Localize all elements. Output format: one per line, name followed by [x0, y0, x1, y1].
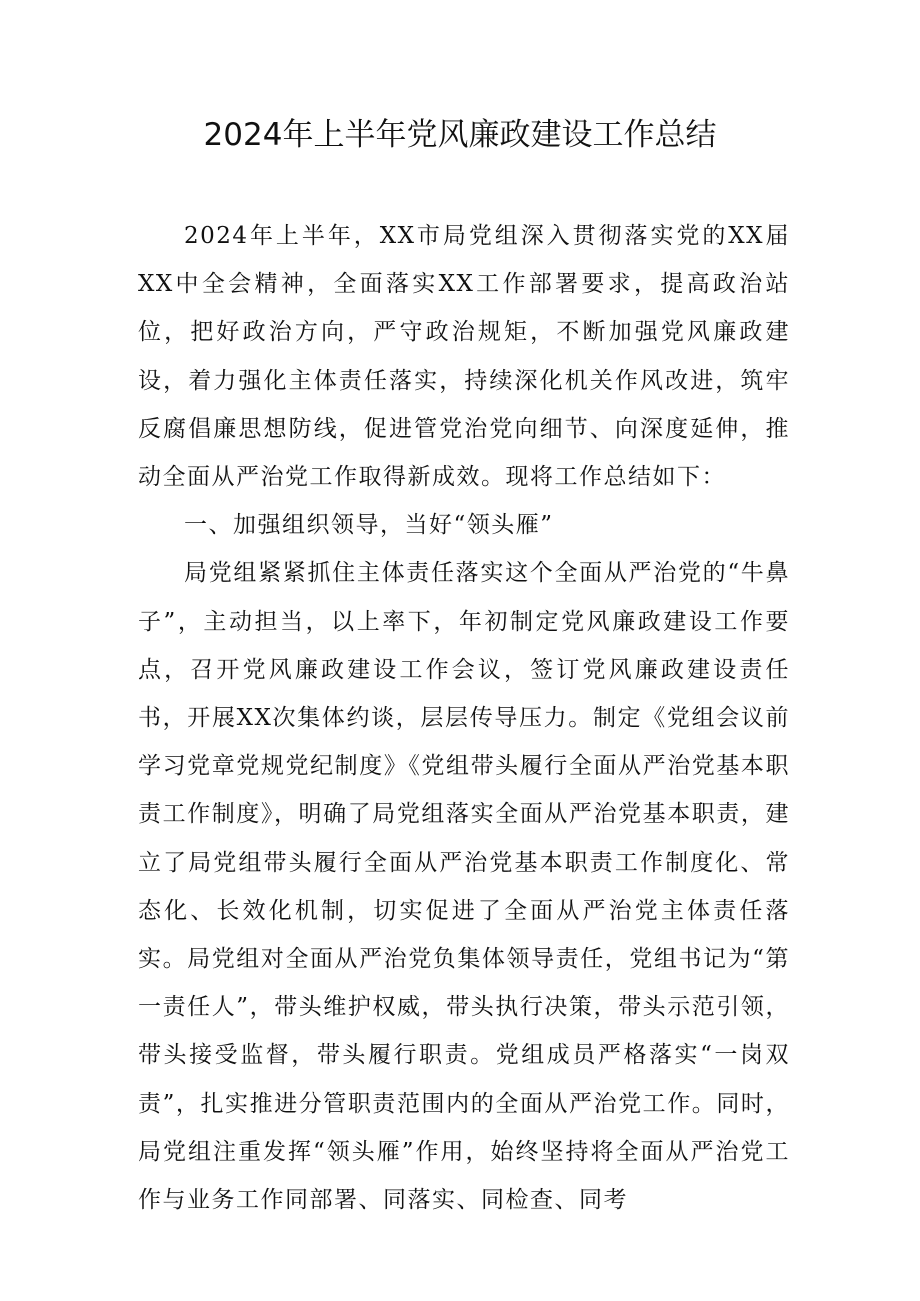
document-title: 2024年上半年党风廉政建设工作总结: [203, 117, 717, 153]
section-heading-1: 一、加强组织领导，当好“领头雁”: [184, 512, 554, 539]
intro-paragraph: 2024年上半年，XX市局党组深入贯彻落实党的XX届XX中全会精神，全面落实XX工作部署要求，提高政治站位，把好政治方向，严守政治规矩，不断加强党风廉政建设，着力强化主体责任落实，持续深化机关作风改进，筑牢反腐倡廉思想防线，促进管党治党向细节、向深度延伸，推动全面从严治党工作取得新成效。现将工作总结如下：: [138, 223, 790, 491]
document-body: [138, 212, 790, 1224]
section-1-paragraph: 局党组紧紧抓住主体责任落实这个全面从严治党的“牛鼻子”，主动担当，以上率下，年初制定党风廉政建设工作要点，召开党风廉政建设工作会议，签订党风廉政建设责任书，开展XX次集体约谈，层层传导压力。制定《党组会议前学习党章党规党纪制度》《党组带头履行全面从严治党基本职责工作制度》，明确了局党组落实全面从严治党基本职责，建立了局党组带头履行全面从严治党基本职责工作制度化、常态化、长效化机制，切实促进了全面从严治党主体责任落实。局党组对全面从严治党负集体领导责任，党组书记为“第一责任人”，带头维护权威，带头执行决策，带头示范引领，带头接受监督，带头履行职责。党组成员严格落实“一岗双责”，扎实推进分管职责范围内的全面从严治党工作。同时，局党组注重发挥“领头雁”作用，始终坚持将全面从严治党工作与业务工作同部署、同落实、同检查、同考: [138, 560, 790, 1214]
